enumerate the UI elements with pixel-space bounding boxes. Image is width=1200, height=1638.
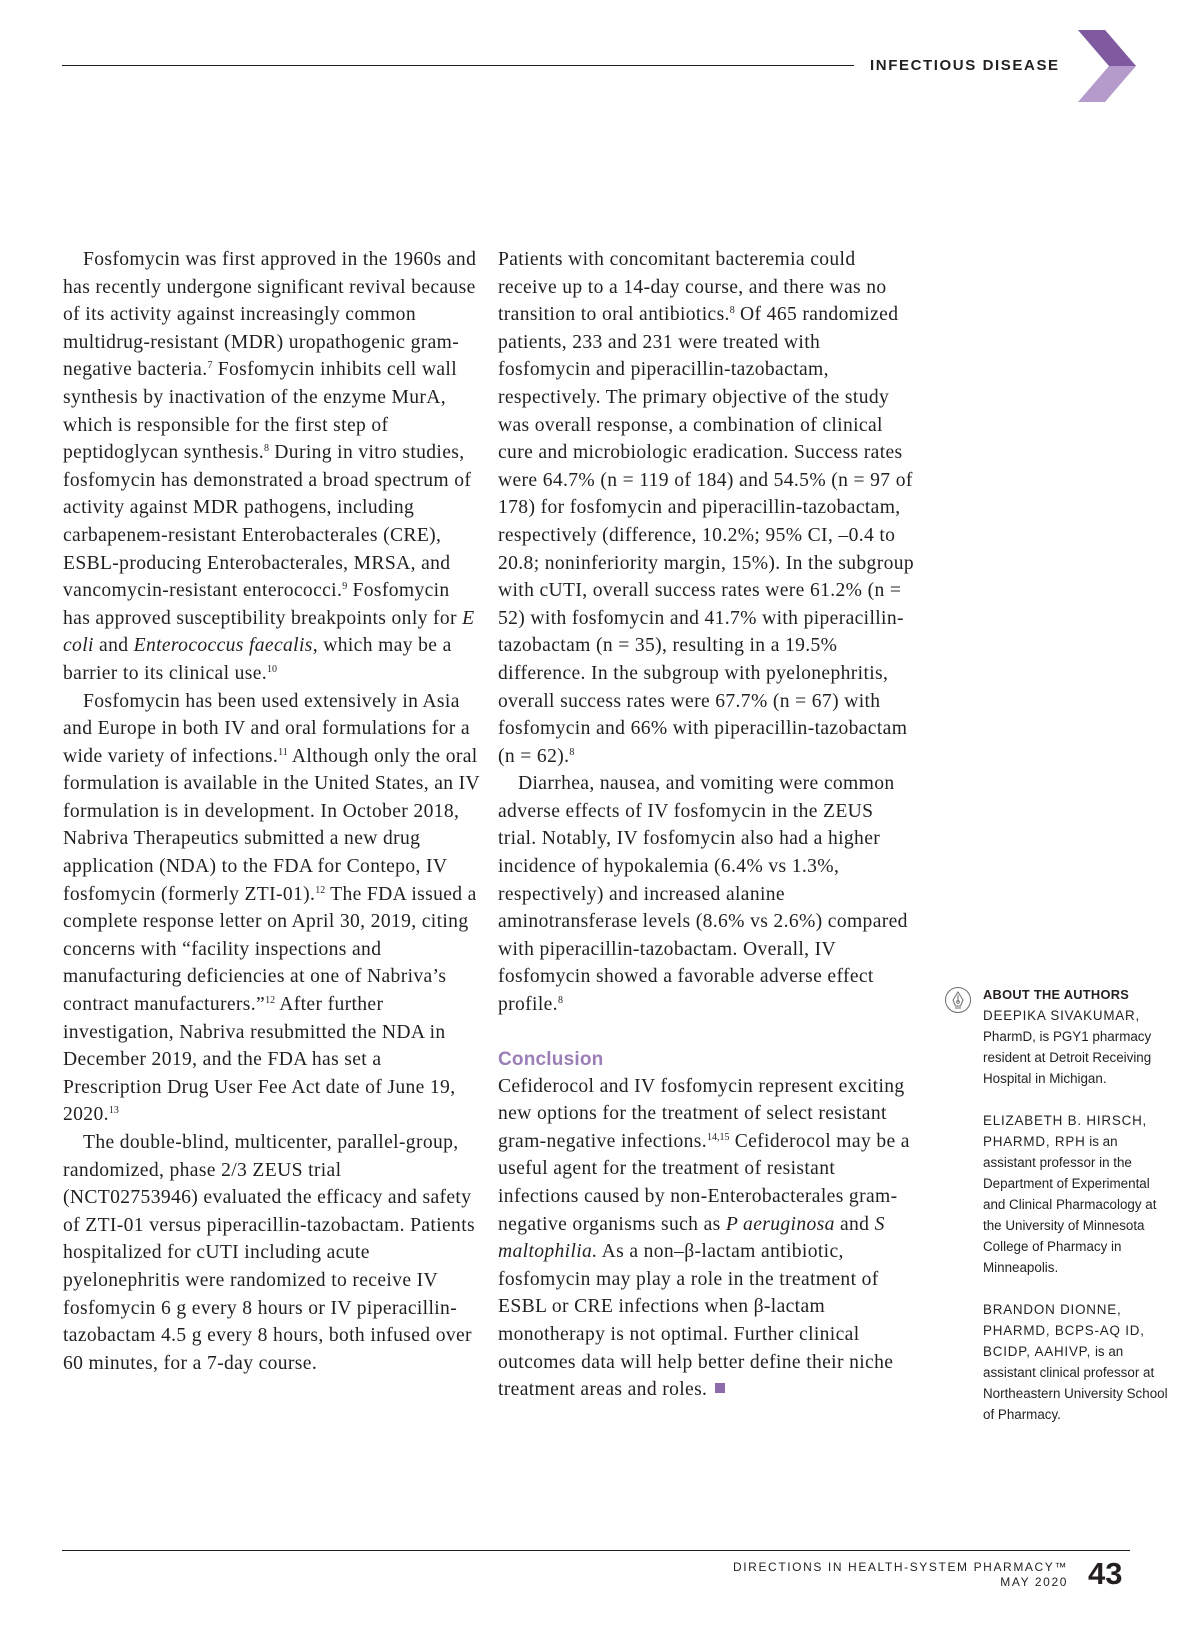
section-label: INFECTIOUS DISEASE xyxy=(870,57,1060,74)
sidebar-heading: ABOUT THE AUTHORS xyxy=(983,987,1130,1002)
paragraph-fosfomycin-intro: Fosfomycin was first approved in the 1960s and has recently undergone significant revival because of its activity against increasingly common multidrug-resistant (MDR) uropathogenic gram-negative bacteria.$^7$ Fosfomycin inhibits cell wall synthesis by inactivation of the enzyme MurA, which is responsible for the first step of peptidoglycan synthesis.$^8$ During in vitro studies, fosfomycin has demonstrated a broad spectrum of activity against MDR pathogens, including carbapenem-resistant Enterobacterales (CRE), ESBL-producing Enterobacterales, MRSA, and vancomycin-resistant enterococci.$^9$ Fosfomycin has approved susceptibility breakpoints only for E coli and Enterococcus faecalis, which may be a barrier to its clinical use.$^{10}$ xyxy=(63,249,477,684)
author-name: BRANDON DIONNE, PHARMD, BCPS-AQ ID, BCIDP, AAHIVP, xyxy=(983,1302,1145,1359)
header-rule xyxy=(62,65,854,66)
citation: 10 xyxy=(267,663,278,675)
paragraph-conclusion: Cefiderocol and IV fosfomycin represent exciting new options for the treatment of select resistant gram-negative infections.$^{14,15}$ Cefiderocol may be a useful agent for the treatment of resistant infections caused by non-Enterobacterales gram-negative organisms such as P aeruginosa and S maltophilia. As a non–β-lactam antibiotic, fosfomycin may play a role in the treatment of ESBL or CRE infections when β-lactam monotherapy is not optimal. Further clinical outcomes data will help better define their niche treatment areas and roles. xyxy=(498,1075,910,1401)
citation: 8 xyxy=(264,443,270,455)
paragraph-adverse-effects: Diarrhea, nausea, and vomiting were common adverse effects of IV fosfomycin in the ZEUS trial. Notably, IV fosfomycin also had a higher incidence of hypokalemia (6.4% vs 1.3%, respectively) and increased alanine aminotransferase levels (8.6% vs 2.6%) compared with piperacillin-tazobactam. Overall, IV fosfomycin showed a favorable adverse effect profile.$^8$ xyxy=(498,773,908,1016)
paragraph-fosfomycin-regulatory: Fosfomycin has been used extensively in Asia and Europe in both IV and oral formulations for a wide variety of infections.$^{11}$ Although only the oral formulation is available in the United States, an IV formulation is in development. In October 2018, Nabriva Therapeutics submitted a new drug application (NDA) to the FDA for Contepo, IV fosfomycin (formerly ZTI-01).$^{12}$ The FDA issued a complete response letter on April 30, 2019, citing concerns with “facility inspections and manufacturing deficiencies at one of Nabriva’s contract manufacturers.”$^{12}$ After further investigation, Nabriva resubmitted the NDA in December 2019, and the FDA has set a Prescription Drug User Fee Act date of June 19, 2020.13 xyxy=(63,690,480,1126)
page-number: 43 xyxy=(1088,1556,1123,1591)
citation: 9 xyxy=(342,581,348,593)
citation: 8 xyxy=(729,305,735,317)
citation: 8 xyxy=(569,746,575,758)
author-description: PharmD, is PGY1 pharmacy resident at Detroit Receiving Hospital in Michigan. xyxy=(983,1029,1152,1086)
author-bio xyxy=(983,1005,1168,1089)
publication-name: DIRECTIONS IN HEALTH-SYSTEM PHARMACY™ xyxy=(732,1560,1068,1574)
citation: 11 xyxy=(278,746,288,758)
citation: 14,15 xyxy=(706,1131,730,1143)
author-name: DEEPIKA SIVAKUMAR, xyxy=(983,1008,1141,1023)
chevron-arrow-icon xyxy=(1078,30,1136,102)
author-bio xyxy=(983,1299,1168,1425)
citation: 13 xyxy=(108,1105,119,1117)
author-description: is an assistant clinical professor at Northeastern University School of Pharmacy. xyxy=(983,1344,1168,1422)
about-the-authors-sidebar xyxy=(983,984,1168,1446)
article-column-right xyxy=(498,246,916,1404)
author-bio xyxy=(983,1110,1168,1278)
citation: 12 xyxy=(265,995,276,1007)
paragraph-zeus-trial: The double-blind, multicenter, parallel-group, randomized, phase 2/3 ZEUS trial (NCT02753946) evaluated the efficacy and safety of ZTI-01 versus piperacillin-tazobactam. Patients hospitalized for cUTI including acute pyelonephritis were randomized to receive IV fosfomycin 6 g every 8 hours or IV piperacillin-tazobactam 4.5 g every 8 hours, both infused over 60 minutes, for a 7-day course. xyxy=(63,1132,475,1374)
footer-rule xyxy=(62,1550,1130,1551)
publication-info xyxy=(733,1560,1068,1590)
citation: 12 xyxy=(315,884,326,896)
conclusion-heading: Conclusion xyxy=(498,1048,604,1070)
author-name: ELIZABETH B. HIRSCH, PHARMD, RPH xyxy=(983,1113,1148,1149)
citation: 7 xyxy=(207,360,213,372)
citation: 8 xyxy=(557,995,563,1007)
article-column-left xyxy=(63,246,481,1377)
author-description: is an assistant professor in the Department of Experimental and Clinical Pharmacology at the University of Minnesota College of Pharmacy in Minneapolis. xyxy=(983,1134,1157,1275)
issue-date: MAY 2020 xyxy=(1000,1575,1068,1589)
pen-nib-icon xyxy=(944,986,972,1014)
paragraph-zeus-results: Patients with concomitant bacteremia could receive up to a 14-day course, and there was no transition to oral antibiotics.$^8$ Of 465 randomized patients, 233 and 231 were treated with fosfomycin and piperacillin-tazobactam, respectively. The primary objective of the study was overall response, a combination of clinical cure and microbiologic eradication. Success rates were 64.7% (n = 119 of 184) and 54.5% (n = 97 of 178) for fosfomycin and piperacillin-tazobactam, respectively (difference, 10.2%; 95% CI, –0.4 to 20.8; noninferiority margin, 15%). In the subgroup with cUTI, overall success rates were 61.2% (n = 52) with fosfomycin and 41.7% with piperacillin-tazobactam (n = 35), resulting in a 19.5% difference. In the subgroup with pyelonephritis, overall success rates were 67.7% (n = 67) with fosfomycin and 66% with piperacillin-tazobactam (n = 62).$^8$ xyxy=(498,249,915,767)
end-of-article-mark xyxy=(715,1383,725,1393)
